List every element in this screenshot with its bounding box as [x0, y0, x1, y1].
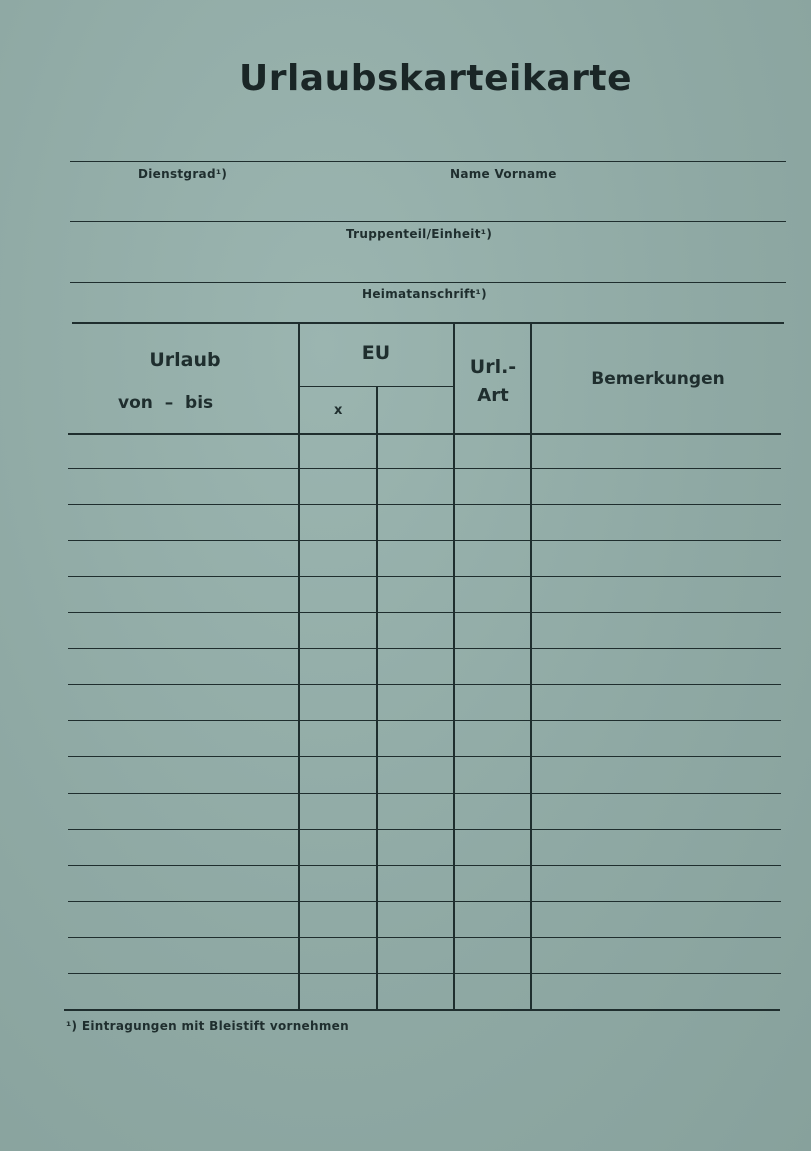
rank-label: Dienstgrad¹) — [138, 167, 228, 181]
unit-label: Truppenteil/Einheit¹) — [346, 227, 493, 241]
unit-line — [70, 221, 786, 222]
table-row — [68, 684, 781, 685]
table-row — [68, 973, 781, 974]
header-eu: EU — [361, 342, 391, 364]
table-row — [68, 468, 781, 469]
col-divider-1 — [298, 324, 300, 1010]
name-label: Name Vorname — [450, 167, 557, 181]
table-row — [68, 756, 781, 757]
header-bemerkungen: Bemerkungen — [591, 369, 725, 389]
col-divider-2 — [376, 387, 378, 1010]
table-row — [68, 504, 781, 505]
header-eu-x: x — [334, 403, 343, 418]
table-row — [68, 793, 781, 794]
header-urlaub: Urlaub — [149, 349, 221, 371]
col-divider-4 — [530, 324, 532, 1010]
col-divider-3 — [453, 324, 455, 1010]
table-row — [68, 829, 781, 830]
table-bottom-border — [64, 1009, 780, 1011]
table-row — [68, 540, 781, 541]
footnote: ¹) Eintragungen mit Bleistift vornehmen — [66, 1019, 349, 1033]
table-row — [68, 612, 781, 613]
card-title: Urlaubskarteikarte — [238, 58, 632, 99]
rank-name-line — [70, 161, 786, 162]
header-urlart-1: Url.- — [469, 356, 517, 378]
table-row — [68, 865, 781, 866]
header-urlart-2: Art — [477, 385, 509, 406]
address-label: Heimatanschrift¹) — [362, 287, 487, 301]
table-row — [68, 720, 781, 721]
table-row — [68, 576, 781, 577]
table-top-border — [72, 322, 784, 324]
table-row — [68, 648, 781, 649]
header-von-bis: von – bis — [118, 393, 214, 413]
table-row — [68, 937, 781, 938]
address-line — [70, 282, 786, 283]
table-row — [68, 901, 781, 902]
header-bottom-border — [68, 433, 781, 435]
